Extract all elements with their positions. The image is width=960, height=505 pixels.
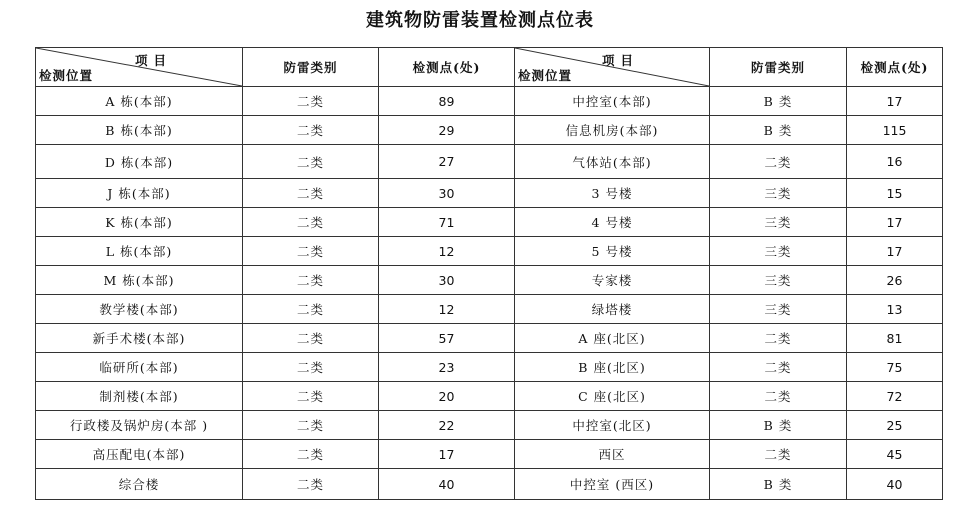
left-points-cell: 22 — [379, 411, 515, 440]
diagonal-header-right — [515, 48, 710, 87]
diagonal-header-left — [36, 48, 243, 87]
right-category-cell: B 类 — [710, 116, 847, 145]
left-category-cell: 二类 — [243, 382, 379, 411]
left-points-cell: 12 — [379, 237, 515, 266]
left-location-cell: L 栋(本部) — [36, 237, 243, 266]
left-location-cell: 高压配电(本部) — [36, 440, 243, 469]
left-category-cell: 二类 — [243, 237, 379, 266]
left-category-cell: 二类 — [243, 469, 379, 500]
left-points-cell: 71 — [379, 208, 515, 237]
header-item-label: 项目 — [134, 53, 172, 68]
right-points-cell: 45 — [847, 440, 943, 469]
right-points-cell: 15 — [847, 179, 943, 208]
left-points-cell: 17 — [379, 440, 515, 469]
right-points-cell: 115 — [847, 116, 943, 145]
left-points-cell: 30 — [379, 266, 515, 295]
left-location-cell: 综合楼 — [36, 469, 243, 500]
right-location-cell: 绿塔楼 — [515, 295, 710, 324]
left-location-cell: 教学楼(本部) — [36, 295, 243, 324]
right-category-cell: B 类 — [710, 469, 847, 500]
right-points-cell: 17 — [847, 208, 943, 237]
left-category-cell: 二类 — [243, 353, 379, 382]
left-points-cell: 20 — [379, 382, 515, 411]
right-location-cell: 5 号楼 — [515, 237, 710, 266]
left-category-cell: 二类 — [243, 116, 379, 145]
right-location-cell: A 座(北区) — [515, 324, 710, 353]
left-points-cell: 27 — [379, 145, 515, 179]
right-category-cell: 三类 — [710, 295, 847, 324]
right-category-cell: 三类 — [710, 266, 847, 295]
header-row — [36, 48, 943, 87]
left-points-cell: 23 — [379, 353, 515, 382]
lightning-protection-table — [35, 47, 943, 500]
left-category-cell: 二类 — [243, 440, 379, 469]
header-category: 防雷类别 — [243, 48, 379, 87]
right-location-cell: 专家楼 — [515, 266, 710, 295]
table-row — [36, 440, 943, 469]
left-category-cell: 二类 — [243, 295, 379, 324]
left-points-cell: 12 — [379, 295, 515, 324]
right-points-cell: 25 — [847, 411, 943, 440]
left-category-cell: 二类 — [243, 87, 379, 116]
right-location-cell: 3 号楼 — [515, 179, 710, 208]
header-location-label: 检测位置 — [39, 68, 94, 83]
left-points-cell: 30 — [379, 179, 515, 208]
right-category-cell: B 类 — [710, 411, 847, 440]
header-category: 防雷类别 — [710, 48, 847, 87]
left-points-cell: 89 — [379, 87, 515, 116]
right-points-cell: 16 — [847, 145, 943, 179]
left-location-cell: 行政楼及锅炉房(本部 ) — [36, 411, 243, 440]
right-category-cell: 二类 — [710, 353, 847, 382]
left-category-cell: 二类 — [243, 208, 379, 237]
left-location-cell: B 栋(本部) — [36, 116, 243, 145]
left-points-cell: 57 — [379, 324, 515, 353]
table-row — [36, 382, 943, 411]
page-title: 建筑物防雷装置检测点位表 — [366, 10, 594, 31]
table-row — [36, 411, 943, 440]
table-row — [36, 295, 943, 324]
right-location-cell: C 座(北区) — [515, 382, 710, 411]
right-location-cell: 中控室(本部) — [515, 87, 710, 116]
table-row — [36, 87, 943, 116]
table-row — [36, 237, 943, 266]
right-category-cell: 二类 — [710, 324, 847, 353]
table-row — [36, 353, 943, 382]
left-location-cell: 制剂楼(本部) — [36, 382, 243, 411]
left-points-cell: 29 — [379, 116, 515, 145]
left-points-cell: 40 — [379, 469, 515, 500]
header-item-label: 项目 — [601, 53, 639, 68]
left-category-cell: 二类 — [243, 145, 379, 179]
right-points-cell: 17 — [847, 87, 943, 116]
right-points-cell: 17 — [847, 237, 943, 266]
right-points-cell: 40 — [847, 469, 943, 500]
right-category-cell: 三类 — [710, 208, 847, 237]
table-row — [36, 116, 943, 145]
left-location-cell: K 栋(本部) — [36, 208, 243, 237]
right-category-cell: 三类 — [710, 237, 847, 266]
table-body — [36, 87, 943, 500]
left-category-cell: 二类 — [243, 324, 379, 353]
left-location-cell: A 栋(本部) — [36, 87, 243, 116]
right-category-cell: 二类 — [710, 440, 847, 469]
header-points: 检测点(处) — [379, 48, 515, 87]
right-location-cell: 中控室(北区) — [515, 411, 710, 440]
right-category-cell: 二类 — [710, 382, 847, 411]
header-location-label: 检测位置 — [518, 68, 573, 83]
table-row — [36, 208, 943, 237]
left-location-cell: M 栋(本部) — [36, 266, 243, 295]
table-row — [36, 324, 943, 353]
table-row — [36, 469, 943, 500]
table-row — [36, 145, 943, 179]
right-location-cell: 气体站(本部) — [515, 145, 710, 179]
right-category-cell: B 类 — [710, 87, 847, 116]
left-location-cell: 临研所(本部) — [36, 353, 243, 382]
right-points-cell: 72 — [847, 382, 943, 411]
table-row — [36, 179, 943, 208]
right-points-cell: 81 — [847, 324, 943, 353]
right-points-cell: 13 — [847, 295, 943, 324]
right-points-cell: 75 — [847, 353, 943, 382]
table-row — [36, 266, 943, 295]
left-location-cell: J 栋(本部) — [36, 179, 243, 208]
right-category-cell: 三类 — [710, 179, 847, 208]
right-location-cell: 4 号楼 — [515, 208, 710, 237]
right-category-cell: 二类 — [710, 145, 847, 179]
left-location-cell: 新手术楼(本部) — [36, 324, 243, 353]
left-category-cell: 二类 — [243, 411, 379, 440]
right-location-cell: 西区 — [515, 440, 710, 469]
left-category-cell: 二类 — [243, 266, 379, 295]
right-points-cell: 26 — [847, 266, 943, 295]
left-location-cell: D 栋(本部) — [36, 145, 243, 179]
header-points: 检测点(处) — [847, 48, 943, 87]
right-location-cell: B 座(北区) — [515, 353, 710, 382]
left-category-cell: 二类 — [243, 179, 379, 208]
right-location-cell: 中控室 (西区) — [515, 469, 710, 500]
right-location-cell: 信息机房(本部) — [515, 116, 710, 145]
